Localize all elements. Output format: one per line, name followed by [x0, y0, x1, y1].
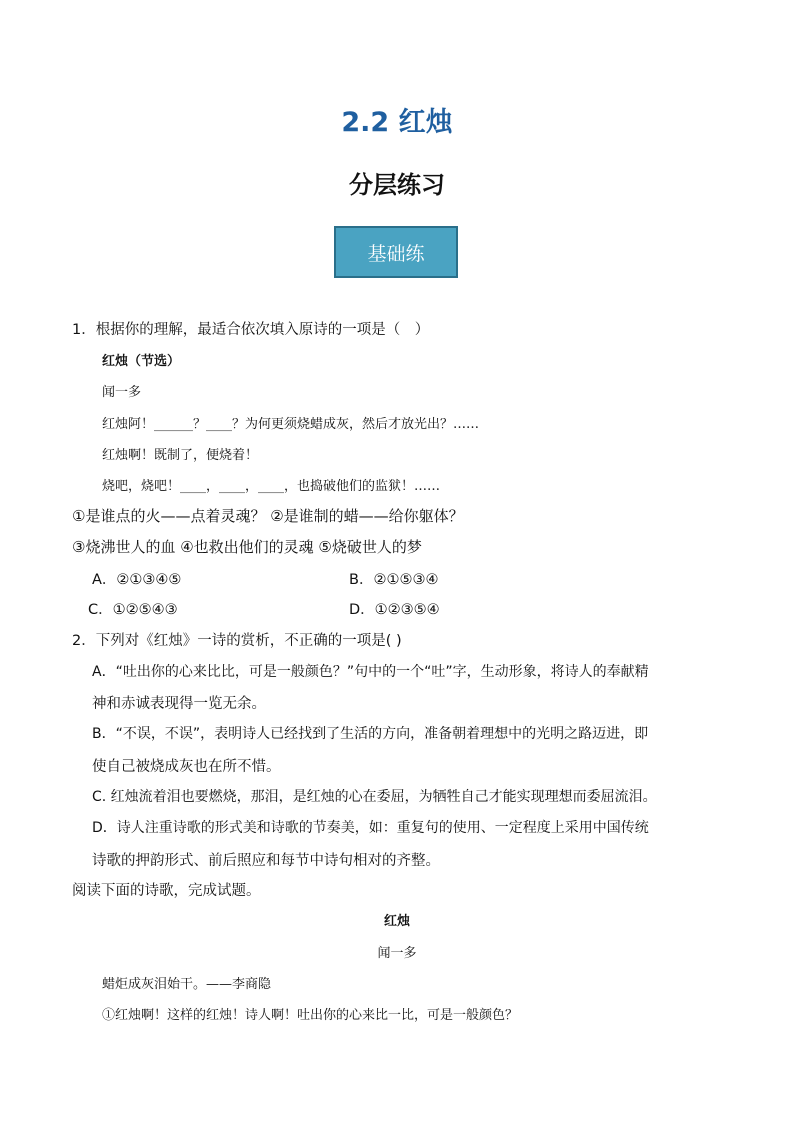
reading-poem-author: 闻一多 [377, 946, 417, 961]
q1-option-d: D．①②③⑤④ [349, 602, 440, 618]
document-subtitle: 分层练习 [349, 171, 445, 199]
q2-option-c-line-1: C. 红烛流着泪也要燃烧，那泪，是红烛的心在委屈，为牺牲自己才能实现理想而委屈流泪。 [92, 789, 657, 805]
q1-choices-line-2: ③烧沸世人的血 ④也救出他们的灵魂 ⑤烧破世人的梦 [72, 538, 422, 556]
q2-option-a-line-1: A．“吐出你的心来比比，可是一般颜色？”句中的一个“吐”字，生动形象，将诗人的奉献精 [92, 664, 649, 680]
q1-poem-author: 闻一多 [102, 385, 142, 400]
document-title: 2.2 红烛 [341, 107, 453, 138]
q1-poem-line-2: 红烛啊！既制了，便烧着！ [102, 448, 259, 463]
q2-option-b-line-1: B．“不误，不误”，表明诗人已经找到了生活的方向，准备朝着理想中的光明之路迈进，即 [92, 726, 649, 742]
q2-option-d-line-2: 诗歌的押韵形式、前后照应和每节中诗句相对的齐整。 [92, 853, 440, 869]
q1-option-b: B．②①⑤③④ [349, 572, 439, 588]
q1-poem-line-1: 红烛阿！______？____？为何更须烧蜡成灰，然后才放光出？…… [102, 417, 480, 432]
q2-option-a-line-2: 神和赤诚表现得一览无余。 [92, 696, 266, 712]
q2-option-b-line-2: 使自己被烧成灰也在所不惜。 [92, 759, 281, 775]
reading-poem-line-1: ①红烛啊！这样的红烛！诗人啊！吐出你的心来比一比，可是一般颜色？ [102, 1008, 519, 1023]
q1-poem-title: 红烛（节选） [102, 354, 181, 369]
reading-intro: 阅读下面的诗歌，完成试题。 [72, 883, 261, 899]
section-badge: 基础练 [334, 226, 458, 278]
reading-poem-title: 红烛 [383, 914, 410, 929]
reading-epigraph: 蜡炬成灰泪始干。——李商隐 [102, 977, 272, 992]
q1-option-c: C．①②⑤④③ [88, 602, 178, 618]
q1-poem-line-3: 烧吧，烧吧！____，____，____，也捣破他们的监狱！…… [102, 479, 441, 494]
q1-stem: 1．根据你的理解，最适合依次填入原诗的一项是（ ） [72, 322, 430, 338]
q1-option-a: A．②①③④⑤ [92, 572, 182, 588]
q1-choices-line-1: ①是谁点的火——点着灵魂？ ②是谁制的蜡——给你躯体？ [72, 507, 464, 525]
q2-stem: 2．下列对《红烛》一诗的赏析，不正确的一项是( ) [72, 633, 402, 649]
q2-option-d-line-1: D．诗人注重诗歌的形式美和诗歌的节奏美，如：重复句的使用、一定程度上采用中国传统 [92, 820, 649, 836]
